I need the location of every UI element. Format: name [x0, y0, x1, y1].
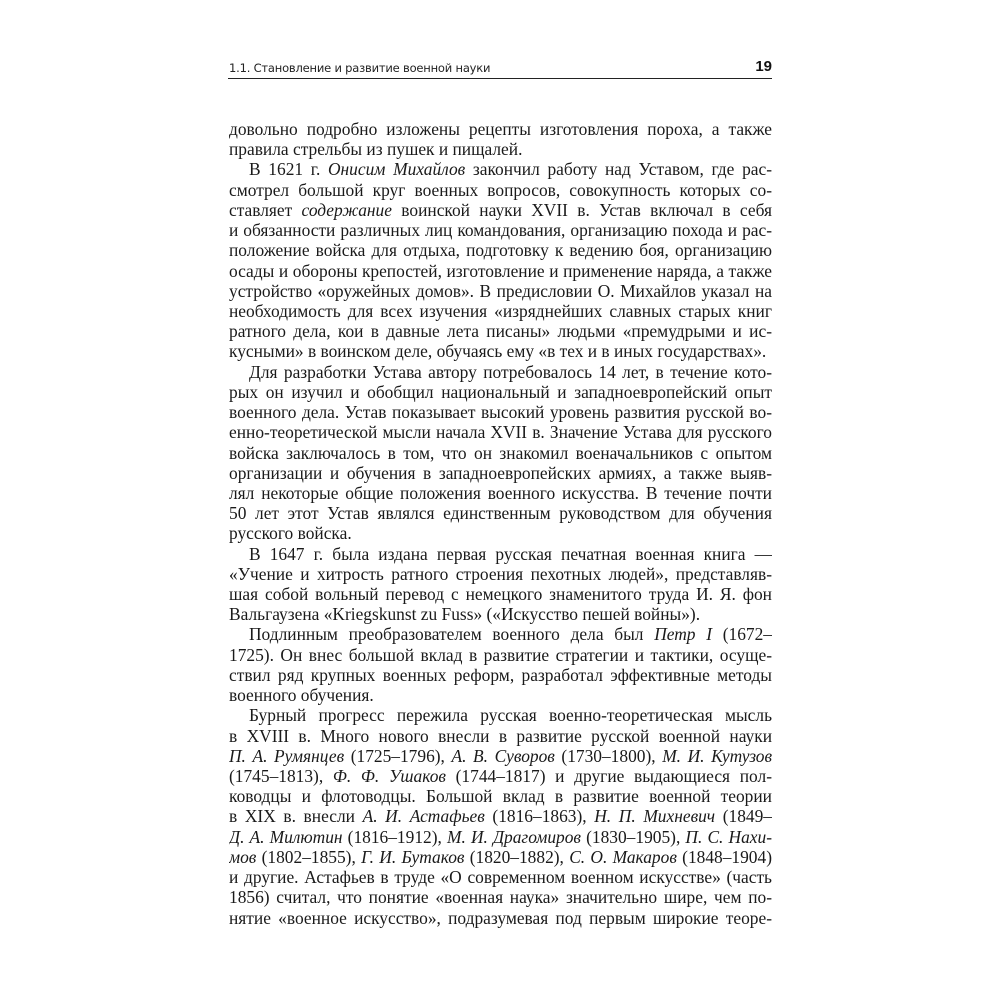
text-segment: (1725–1796),: [344, 745, 452, 766]
page-number: 19: [755, 58, 772, 75]
text-line: [229, 584, 772, 604]
italic-text: Д. А. Милютин: [229, 826, 343, 847]
text-line: [229, 422, 772, 442]
text-segment: осады и обороны крепостей, изготовление и применение наряда, а также: [229, 260, 772, 281]
text-line: [229, 200, 772, 220]
text-segment: военного дела. Устав показывает высокий уровень развития русской во-: [229, 402, 772, 423]
text-line: [229, 483, 772, 503]
italic-text: содержание: [301, 199, 392, 220]
text-segment: (1744–1817) и другие выдающиеся пол-: [445, 766, 772, 786]
text-segment: ствил ряд крупных военных реформ, разработал эффективные методы: [229, 664, 772, 685]
text-segment: (1849–: [722, 806, 772, 827]
text-segment: лял некоторые общие положения военного искусства. В течение почти: [229, 482, 772, 503]
text-segment: закончил работу над Уставом, где рас-: [465, 159, 772, 180]
text-segment: нятие «военное искусство», подразумевая под первым широкие теоре-: [229, 907, 772, 928]
text-segment: (1820–1882),: [464, 846, 570, 867]
text-segment: в XVIII в. Много нового внесли в развитие русской военной науки: [229, 725, 772, 746]
text-segment: (1730–1800),: [554, 745, 663, 766]
text-line: [229, 847, 772, 867]
text-segment: (1830–1905),: [580, 826, 686, 847]
text-line: [229, 119, 772, 139]
text-segment: (1848–1904): [676, 846, 772, 867]
text-line: [229, 685, 772, 705]
italic-text: А. В. Суворов: [451, 745, 555, 766]
text-line: [229, 806, 772, 826]
text-line: [229, 301, 772, 321]
italic-text: Ф. Ф. Ушаков: [332, 766, 446, 786]
text-line: [229, 382, 772, 402]
text-segment: (1745–1813),: [229, 766, 333, 786]
text-segment: организации и обучения в западноевропейских армиях, а также выяв-: [229, 462, 772, 483]
text-line: [229, 463, 772, 483]
text-segment: положение войска для отдыха, подготовку к ведению боя, организацию: [229, 240, 772, 261]
text-line: [229, 443, 772, 463]
text-segment: Подлинным преобразователем военного дела был: [249, 624, 655, 645]
text-segment: ратного дела, кои в давные лета писаны» людьми «премудрыми и ис-: [229, 321, 772, 342]
running-header: [228, 58, 772, 79]
text-line: [229, 624, 772, 644]
text-segment: В 1621 г.: [249, 159, 328, 180]
text-line: [229, 281, 772, 301]
italic-text: С. О. Макаров: [569, 846, 677, 867]
text-line: [229, 159, 772, 179]
italic-text: М. И. Драгомиров: [446, 826, 581, 847]
text-segment: русского войска.: [229, 523, 352, 544]
text-line: [229, 180, 772, 200]
text-segment: «Учение и хитрость ратного строения пехотных людей», представляв-: [229, 563, 772, 584]
text-segment: и обязанности различных лиц командования, организацию похода и рас-: [229, 220, 772, 241]
text-segment: (1816–1863),: [484, 806, 595, 827]
text-line: [229, 402, 772, 422]
text-line: [229, 564, 772, 584]
text-line: [229, 139, 772, 159]
text-line: [229, 503, 772, 523]
text-segment: Бурный прогресс пережила русская военно-теоретическая мысль: [249, 705, 772, 726]
text-line: [229, 604, 772, 624]
text-segment: довольно подробно изложены рецепты изготовления пороха, а также: [229, 119, 772, 139]
text-line: [229, 544, 772, 564]
text-segment: рых он изучил и обобщил национальный и западноевропейский опыт: [229, 381, 772, 402]
italic-text: П. С. Нахи-: [685, 826, 772, 847]
text-segment: енно-теоретической мысли начала XVII в. Значение Устава для русского: [229, 422, 772, 443]
italic-text: А. И. Астафьев: [362, 806, 485, 827]
text-line: [229, 908, 772, 928]
text-line: [229, 746, 772, 766]
text-line: [229, 867, 772, 887]
italic-text: мов: [229, 846, 257, 867]
text-segment: смотрел большой круг военных вопросов, совокупность которых со-: [229, 179, 772, 200]
text-segment: (1802–1855),: [256, 846, 362, 867]
text-line: [229, 645, 772, 665]
text-segment: и другие. Астафьев в труде «О современном военном искусстве» (часть: [229, 867, 772, 888]
text-line: [229, 240, 772, 260]
text-segment: 50 лет этот Устав являлся единственным руководством для обучения: [229, 503, 772, 524]
text-line: [229, 523, 772, 543]
text-line: [229, 705, 772, 725]
text-line: [229, 786, 772, 806]
text-segment: военного обучения.: [229, 685, 374, 706]
body-text: [229, 119, 772, 928]
italic-text: Н. П. Михневич: [594, 806, 716, 827]
italic-text: Онисим Михайлов: [328, 159, 466, 180]
text-segment: необходимость для всех изучения «изряднейших славных старых книг: [229, 300, 772, 321]
running-title: 1.1. Становление и развитие военной науки: [229, 61, 491, 75]
text-line: [229, 887, 772, 907]
text-segment: войска заключалось в том, что он знакомил военачальников с опытом: [229, 442, 772, 463]
text-line: [229, 362, 772, 382]
text-line: [229, 665, 772, 685]
text-line: [229, 726, 772, 746]
text-segment: Для разработки Устава автору потребовалось 14 лет, в течение кото-: [249, 361, 772, 382]
text-segment: ставляет: [229, 199, 302, 220]
text-line: [229, 220, 772, 240]
text-line: [229, 766, 772, 786]
text-segment: устройство «оружейных домов». В предисловии О. Михайлов указал на: [229, 280, 772, 301]
text-segment: кусными» в воинском деле, обучаясь ему «в тех и в иных государствах».: [229, 341, 767, 362]
text-segment: Вальгаузена «Kriegskunst zu Fuss» («Искусство пешей войны»).: [229, 604, 701, 625]
italic-text: Г. И. Бутаков: [361, 846, 465, 867]
text-line: [229, 827, 772, 847]
text-segment: ководцы и флотоводцы. Большой вклад в развитие военной теории: [229, 786, 772, 807]
italic-text: М. И. Кутузов: [662, 745, 772, 766]
text-segment: в XIX в. внесли: [229, 806, 363, 827]
text-line: [229, 321, 772, 341]
text-segment: В 1647 г. была издана первая русская печатная военная книга —: [249, 543, 772, 564]
text-segment: воинской науки XVII в. Устав включал в себя: [401, 199, 772, 220]
text-segment: шая собой вольный перевод с немецкого знаменитого труда И. Я. фон: [229, 584, 772, 605]
text-segment: (1672–: [712, 624, 772, 645]
italic-text: Петр I: [654, 624, 712, 645]
text-line: [229, 261, 772, 281]
text-segment: 1856) считал, что понятие «военная наука» значительно шире, чем по-: [229, 887, 772, 908]
text-line: [229, 341, 772, 361]
italic-text: П. А. Румянцев: [229, 745, 345, 766]
text-segment: 1725). Он внес большой вклад в развитие стратегии и тактики, осуще-: [229, 644, 772, 665]
text-segment: (1816–1912),: [342, 826, 447, 847]
text-segment: правила стрельбы из пушек и пищалей.: [229, 139, 523, 160]
